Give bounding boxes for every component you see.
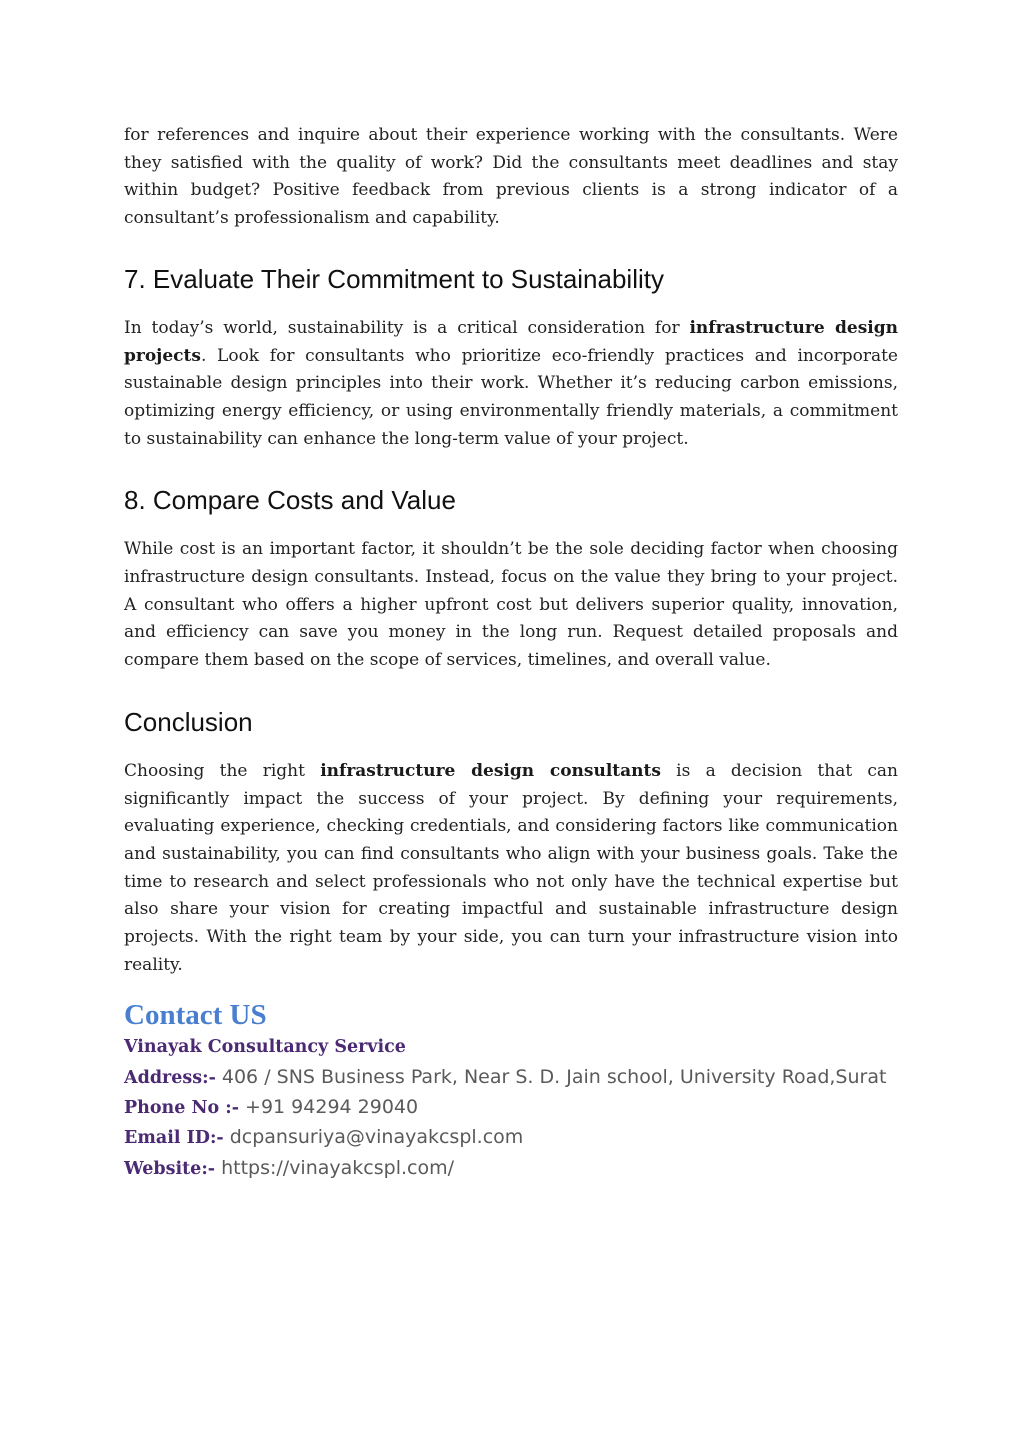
conclusion-paragraph xyxy=(124,758,898,980)
section-7-bold-keyword: infrastructure design projects xyxy=(124,317,899,366)
conclusion-bold-keyword: infrastructure design consultants xyxy=(320,760,661,781)
phone-value[interactable]: +91 94294 29040 xyxy=(239,1096,419,1119)
conclusion-text-start: Choosing the right xyxy=(124,760,321,781)
contact-title: Contact US xyxy=(124,999,267,1032)
address-value: 406 / SNS Business Park, Near S. D. Jain school, University Road,Surat xyxy=(215,1065,887,1088)
email-line xyxy=(124,1123,898,1153)
conclusion-text-end: is a decision that can significantly impact the success of your project. By defining your requirements, evaluating experience, checking credentials, and considering factors like communication and sustainability, you can find consultants who align with your business goals. Take the time to research and select professionals who not only have the technical expertise but also share your vision for creating impactful and sustainable infrastructure design projects. With the right team by your side, you can turn your infrastructure vision into reality. xyxy=(124,760,898,975)
address-label: Address:- xyxy=(124,1067,216,1088)
phone-line xyxy=(124,1093,898,1123)
website-link[interactable]: https://vinayakcspl.com/ xyxy=(215,1156,454,1179)
email-link[interactable]: dcpansuriya@vinayakcspl.com xyxy=(223,1126,524,1149)
section-7-text-start: In today’s world, sustainability is a critical consideration for xyxy=(124,317,690,338)
section-8-paragraph: While cost is an important factor, it shouldn’t be the sole deciding factor when choosing infrastructure design consultants. Instead, focus on the value they bring to your project. A consultant who offers a higher upfront cost but delivers superior quality, innovation, and efficiency can save you money in the long run. Request detailed proposals and compare them based on the scope of services, timelines, and overall value. xyxy=(124,539,898,671)
website-line xyxy=(124,1154,898,1184)
conclusion-heading: Conclusion xyxy=(124,706,253,737)
contact-section xyxy=(124,997,898,1183)
section-7-paragraph xyxy=(124,315,898,454)
address-line xyxy=(124,1063,898,1093)
section-7-text-end: . Look for consultants who prioritize eco-friendly practices and incorporate sustainable design principles into their work. Whether it’s reducing carbon emissions, optimizing energy efficiency, or using environmentally friendly materials, a commitment to sustainability can enhance the long-term value of your project. xyxy=(124,345,898,449)
section-7-heading: 7. Evaluate Their Commitment to Sustainability xyxy=(124,263,664,294)
company-name: Vinayak Consultancy Service xyxy=(124,1037,406,1058)
document-page xyxy=(124,120,898,1184)
phone-label: Phone No :- xyxy=(124,1098,239,1119)
intro-paragraph: for references and inquire about their experience working with the consultants. Were they satisfied with the quality of work? Did the consultants meet deadlines and stay within budget? Positive feedback from previous clients is a strong indicator of a consultant’s professionalism and capability. xyxy=(124,125,898,229)
section-8-heading: 8. Compare Costs and Value xyxy=(124,485,456,516)
company-name-line xyxy=(124,1033,898,1062)
website-label: Website:- xyxy=(124,1158,216,1179)
email-label: Email ID:- xyxy=(124,1128,224,1149)
